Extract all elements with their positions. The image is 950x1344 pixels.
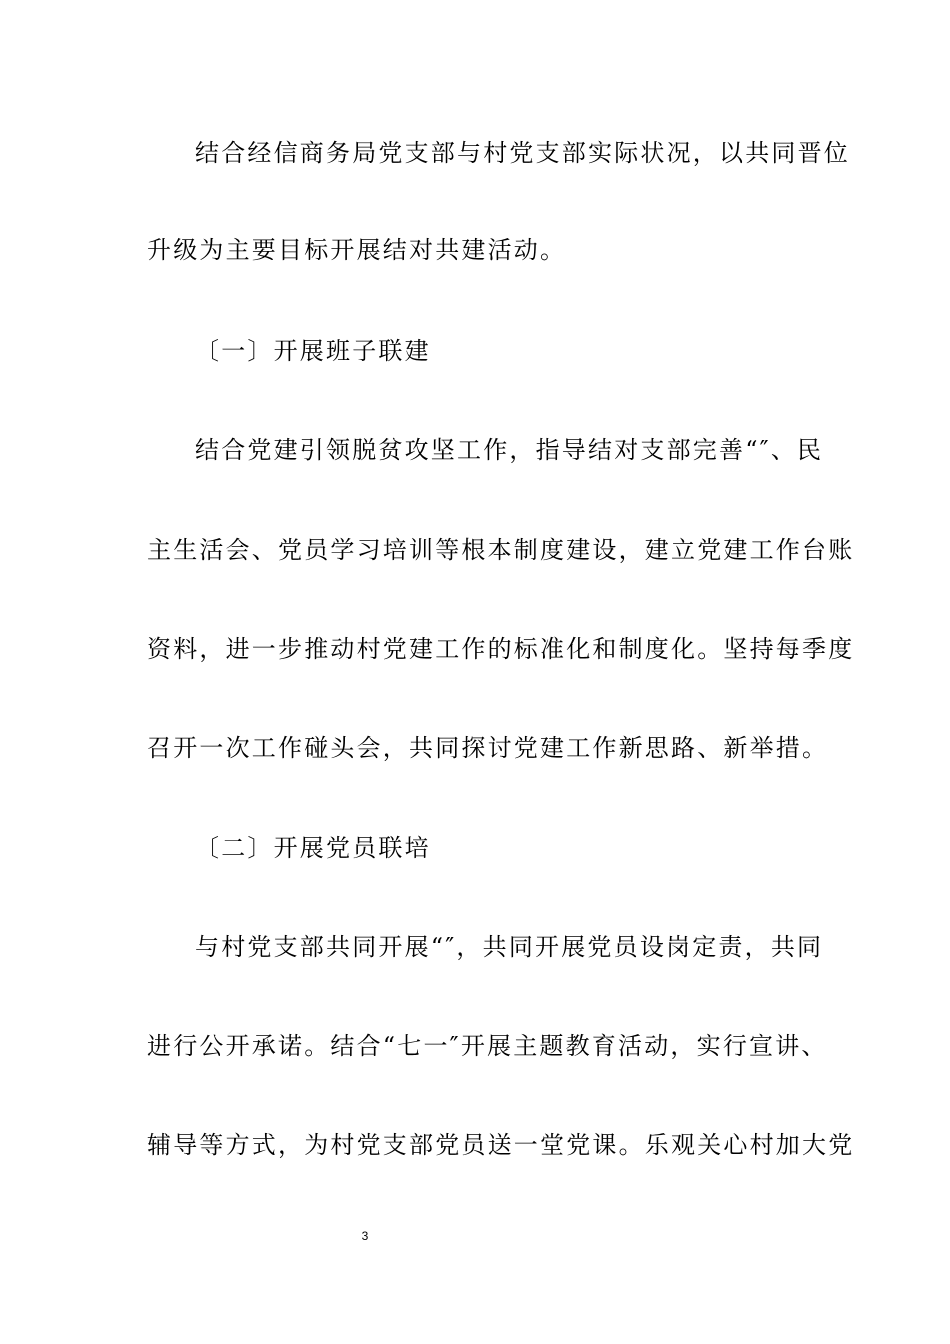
section-heading: 〔一〕开展班子联建 <box>195 337 431 365</box>
paragraph-line: 召开一次工作碰头会，共同探讨党建工作新思路、新举措。 <box>147 734 829 762</box>
paragraph-line: 进行公开承诺。结合“七一″开展主题教育活动，实行宣讲、 <box>147 1032 828 1060</box>
paragraph-line: 辅导等方式，为村党支部党员送一堂党课。乐观关心村加大党 <box>147 1131 855 1159</box>
page-number: 3 <box>361 1229 369 1243</box>
paragraph-line: 升级为主要目标开展结对共建活动。 <box>147 236 567 264</box>
section-heading: 〔二〕开展党员联培 <box>195 834 431 862</box>
paragraph-line: 主生活会、党员学习培训等根本制度建设，建立党建工作台账 <box>147 536 855 564</box>
paragraph-line: 结合经信商务局党支部与村党支部实际状况，以共同晋位 <box>195 139 850 167</box>
paragraph-line: 资料，进一步推动村党建工作的标准化和制度化。坚持每季度 <box>147 635 855 663</box>
paragraph-line: 与村党支部共同开展“″，共同开展党员设岗定责，共同 <box>195 933 824 961</box>
paragraph-line: 结合党建引领脱贫攻坚工作，指导结对支部完善“″、民 <box>195 436 824 464</box>
